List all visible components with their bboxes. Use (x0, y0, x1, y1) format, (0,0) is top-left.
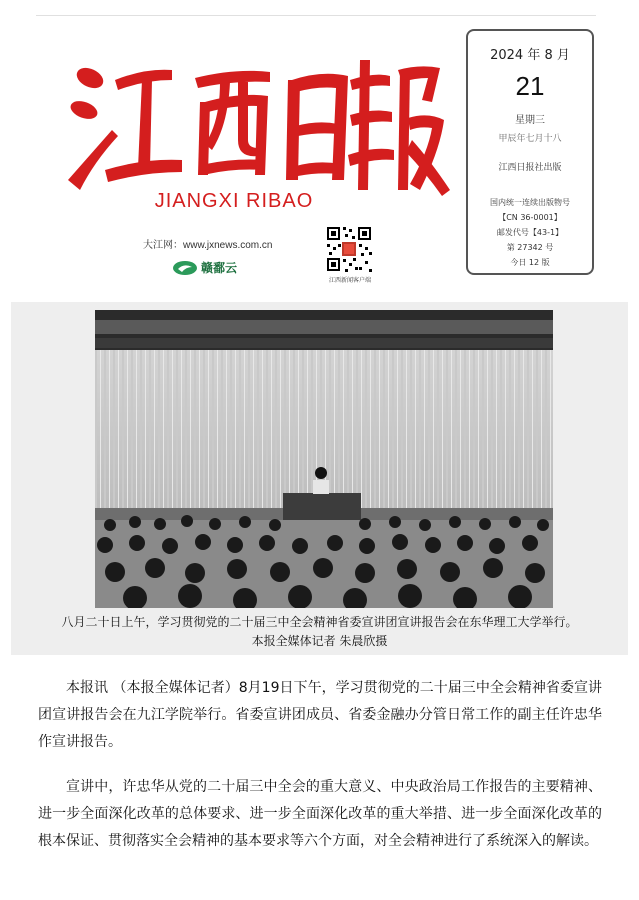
publication-number-title: 国内统一连续出版物号 (490, 198, 570, 207)
weekday: 星期三 (515, 115, 545, 126)
photo-credit: 本报全媒体记者 朱晨欣摄 (251, 634, 388, 648)
masthead-pinyin: JIANGXI RIBAO (154, 190, 314, 212)
qr-code-label: 江西新闻客户端 (328, 277, 371, 284)
photo-caption: 八月二十日上午，学习贯彻党的二十届三中全会精神省委宣讲团宣讲报告会在东华理工大学举行。 (61, 615, 578, 629)
publisher: 江西日报社出版 (498, 163, 562, 173)
date-info-box (466, 29, 594, 275)
page-count: 今日 12 版 (510, 258, 550, 267)
day-number: 21 (515, 71, 545, 101)
photo-section (11, 302, 628, 655)
postal-code: 邮发代号【43-1】 (496, 228, 564, 237)
year-month: 2024 年 8 月 (490, 48, 570, 63)
top-rule (36, 15, 596, 16)
ganpoyun-logo-icon (172, 259, 198, 277)
cn-number: 【CN 36-0001】 (498, 213, 562, 222)
app-name: 赣鄱云 (201, 261, 238, 275)
qr-code-icon (325, 225, 373, 273)
website-link[interactable]: 大江网：www.jxnews.com.cn (143, 240, 273, 251)
issue-number: 第 27342 号 (506, 243, 554, 252)
masthead-calligraphy-logo (60, 40, 450, 200)
article-paragraph-1: 本报讯 （本报全媒体记者）8月19日下午，学习贯彻党的二十届三中全会精神省委宣讲团宣讲报告会在九江学院举行。省委宣讲团成员、省委金融办分管日常工作的副主任许忠华作宣讲报告。 (38, 680, 602, 750)
lunar-date: 甲辰年七月十八 (498, 134, 562, 144)
article-paragraph-2: 宣讲中，许忠华从党的二十届三中全会的重大意义、中央政治局工作报告的主要精神、进一步全面深化改革的总体要求、进一步全面深化改革的重大举措、进一步全面深化改革的根本保证、贯彻落实全会精神的基本要求等六个方面，对全会精神进行了系统深入的解读。 (38, 779, 602, 849)
news-photo (95, 310, 553, 608)
